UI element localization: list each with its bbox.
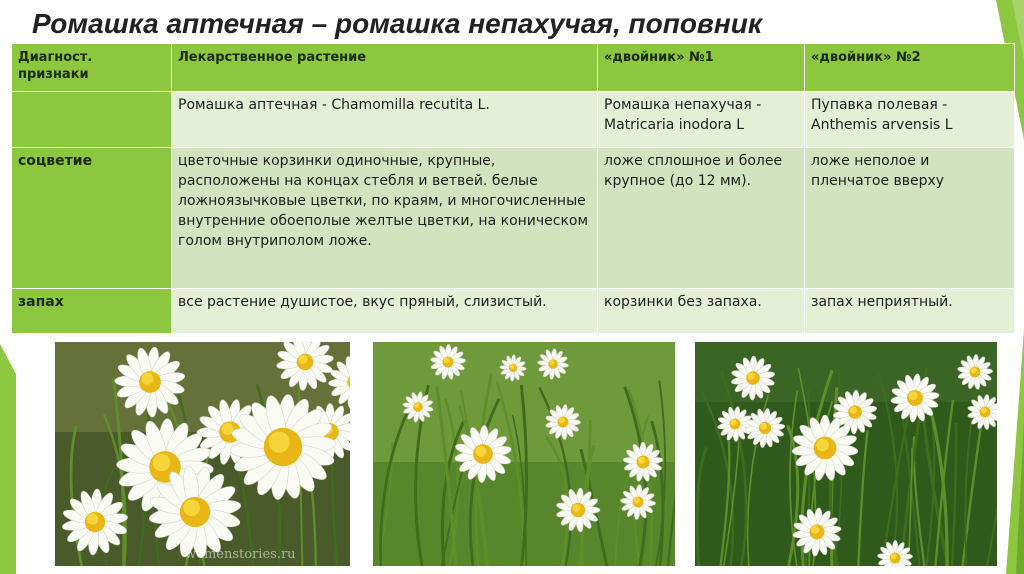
photo-matricaria-inodora xyxy=(373,342,675,566)
anthemis-illustration xyxy=(695,342,997,566)
table-row-inflorescence xyxy=(12,148,1015,289)
decorative-green-bar xyxy=(0,344,16,574)
photo-anthemis-arvensis xyxy=(695,342,997,566)
table-row-species xyxy=(12,92,1015,148)
table-cell: Пупавка полевая - Anthemis arvensis L xyxy=(805,92,1015,148)
photo-chamomile-recutita xyxy=(55,342,350,566)
header-double-2: «двойник» №2 xyxy=(805,44,1015,92)
table-cell: корзинки без запаха. xyxy=(598,289,805,334)
table-cell: ложе неполое и пленчатое вверху xyxy=(805,148,1015,289)
matricaria-illustration xyxy=(373,342,675,566)
row-label: соцветие xyxy=(12,148,172,289)
table-cell: ложе сплошное и более крупное (до 12 мм). xyxy=(598,148,805,289)
watermark: womenstories.ru xyxy=(185,547,296,562)
table-row-smell xyxy=(12,289,1015,334)
page-title: Ромашка аптечная – ромашка непахучая, поповник xyxy=(32,8,763,39)
header-diagnostic-signs: Диагност. признаки xyxy=(12,44,172,92)
header-double-1: «двойник» №1 xyxy=(598,44,805,92)
table-cell: запах неприятный. xyxy=(805,289,1015,334)
table-cell: цветочные корзинки одиночные, крупные, расположены на концах стебля и ветвей. белые ложноязычковые цветки, по краям, и многочисленные внутренние обоеполые желтые цветки, на коническом голом внутриполом ложе. xyxy=(172,148,598,289)
table-cell: Ромашка аптечная - Chamomilla recutita L. xyxy=(172,92,598,148)
table-cell: Ромашка непахучая - Matricaria inodora L xyxy=(598,92,805,148)
row-label xyxy=(12,92,172,148)
table-header-row xyxy=(12,44,1015,92)
row-label: запах xyxy=(12,289,172,334)
chamomile-illustration xyxy=(55,342,350,566)
table-cell: все растение душистое, вкус пряный, слизистый. xyxy=(172,289,598,334)
header-medicinal-plant: Лекарственное растение xyxy=(172,44,598,92)
comparison-table xyxy=(11,43,1015,334)
